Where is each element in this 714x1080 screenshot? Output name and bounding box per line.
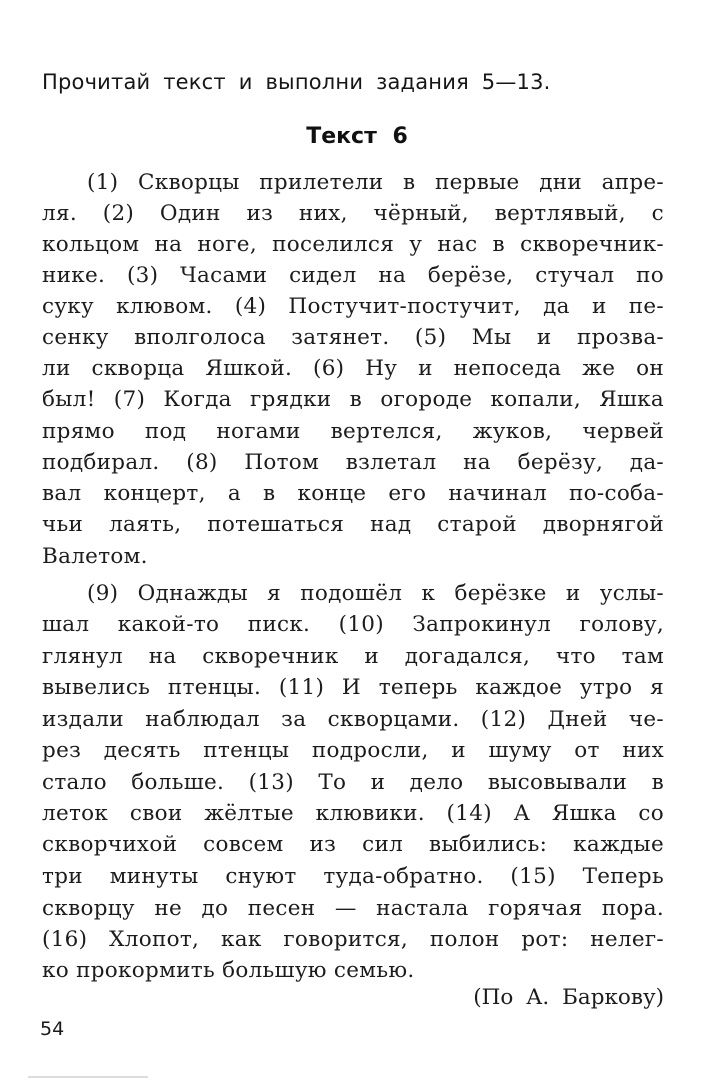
text-title: Текст 6 — [306, 124, 408, 149]
text-line: (16) Хлопот, как говорится, полон рот: нелег- — [42, 927, 664, 952]
text-line: подбирал. (8) Потом взлетал на берёзу, да- — [42, 450, 664, 475]
text-line: нике. (3) Часами сидел на берёзе, стучал по — [42, 263, 664, 288]
task-instruction: Прочитай текст и выполни задания 5—13. — [42, 70, 551, 94]
text-line: суку клювом. (4) Постучит-постучит, да и пе- — [42, 294, 664, 319]
text-line: ли скворца Яшкой. (6) Ну и непоседа же он — [42, 356, 664, 381]
text-line: ля. (2) Один из них, чёрный, вертлявый, с — [42, 201, 664, 226]
text-line: рез десять птенцы подросли, и шуму от них — [42, 738, 664, 763]
text-line: прямо под ногами вертелся, жуков, червей — [42, 419, 664, 444]
page-number: 54 — [40, 1018, 65, 1040]
text-line: глянул на скворечник и догадался, что там — [42, 644, 664, 669]
text-line: ко прокормить большую семью. — [42, 958, 415, 983]
text-line: был! (7) Когда грядки в огороде копали, Яшка — [42, 387, 664, 412]
text-line: (1) Скворцы прилетели в первые дни апре- — [87, 170, 664, 195]
text-line: шал какой-то писк. (10) Запрокинул голову, — [42, 612, 664, 637]
text-line: вал концерт, а в конце его начинал по-соба- — [42, 481, 664, 506]
text-line: (9) Однажды я подошёл к берёзке и услы- — [87, 581, 664, 606]
text-line: Валетом. — [42, 544, 148, 569]
author-attribution: (По А. Баркову) — [473, 985, 664, 1010]
text-line: стало больше. (13) То и дело высовывали в — [42, 770, 664, 795]
text-line: кольцом на ноге, поселился у нас в скворечник- — [42, 232, 664, 257]
text-line: вывелись птенцы. (11) И теперь каждое утро я — [42, 675, 664, 700]
text-line: чьи лаять, потешаться над старой дворнягой — [42, 512, 664, 537]
text-line: три минуты снуют туда-обратно. (15) Теперь — [42, 864, 664, 889]
text-line: издали наблюдал за скворцами. (12) Дней че- — [42, 707, 664, 732]
text-line: сенку вполголоса затянет. (5) Мы и прозва- — [42, 325, 664, 350]
bottom-divider — [28, 1076, 148, 1078]
text-line: скворчихой совсем из сил выбились: каждые — [42, 832, 664, 857]
text-line: скворцу не до песен — настала горячая пора. — [42, 896, 664, 921]
text-line: леток свои жёлтые клювики. (14) А Яшка со — [42, 801, 664, 826]
